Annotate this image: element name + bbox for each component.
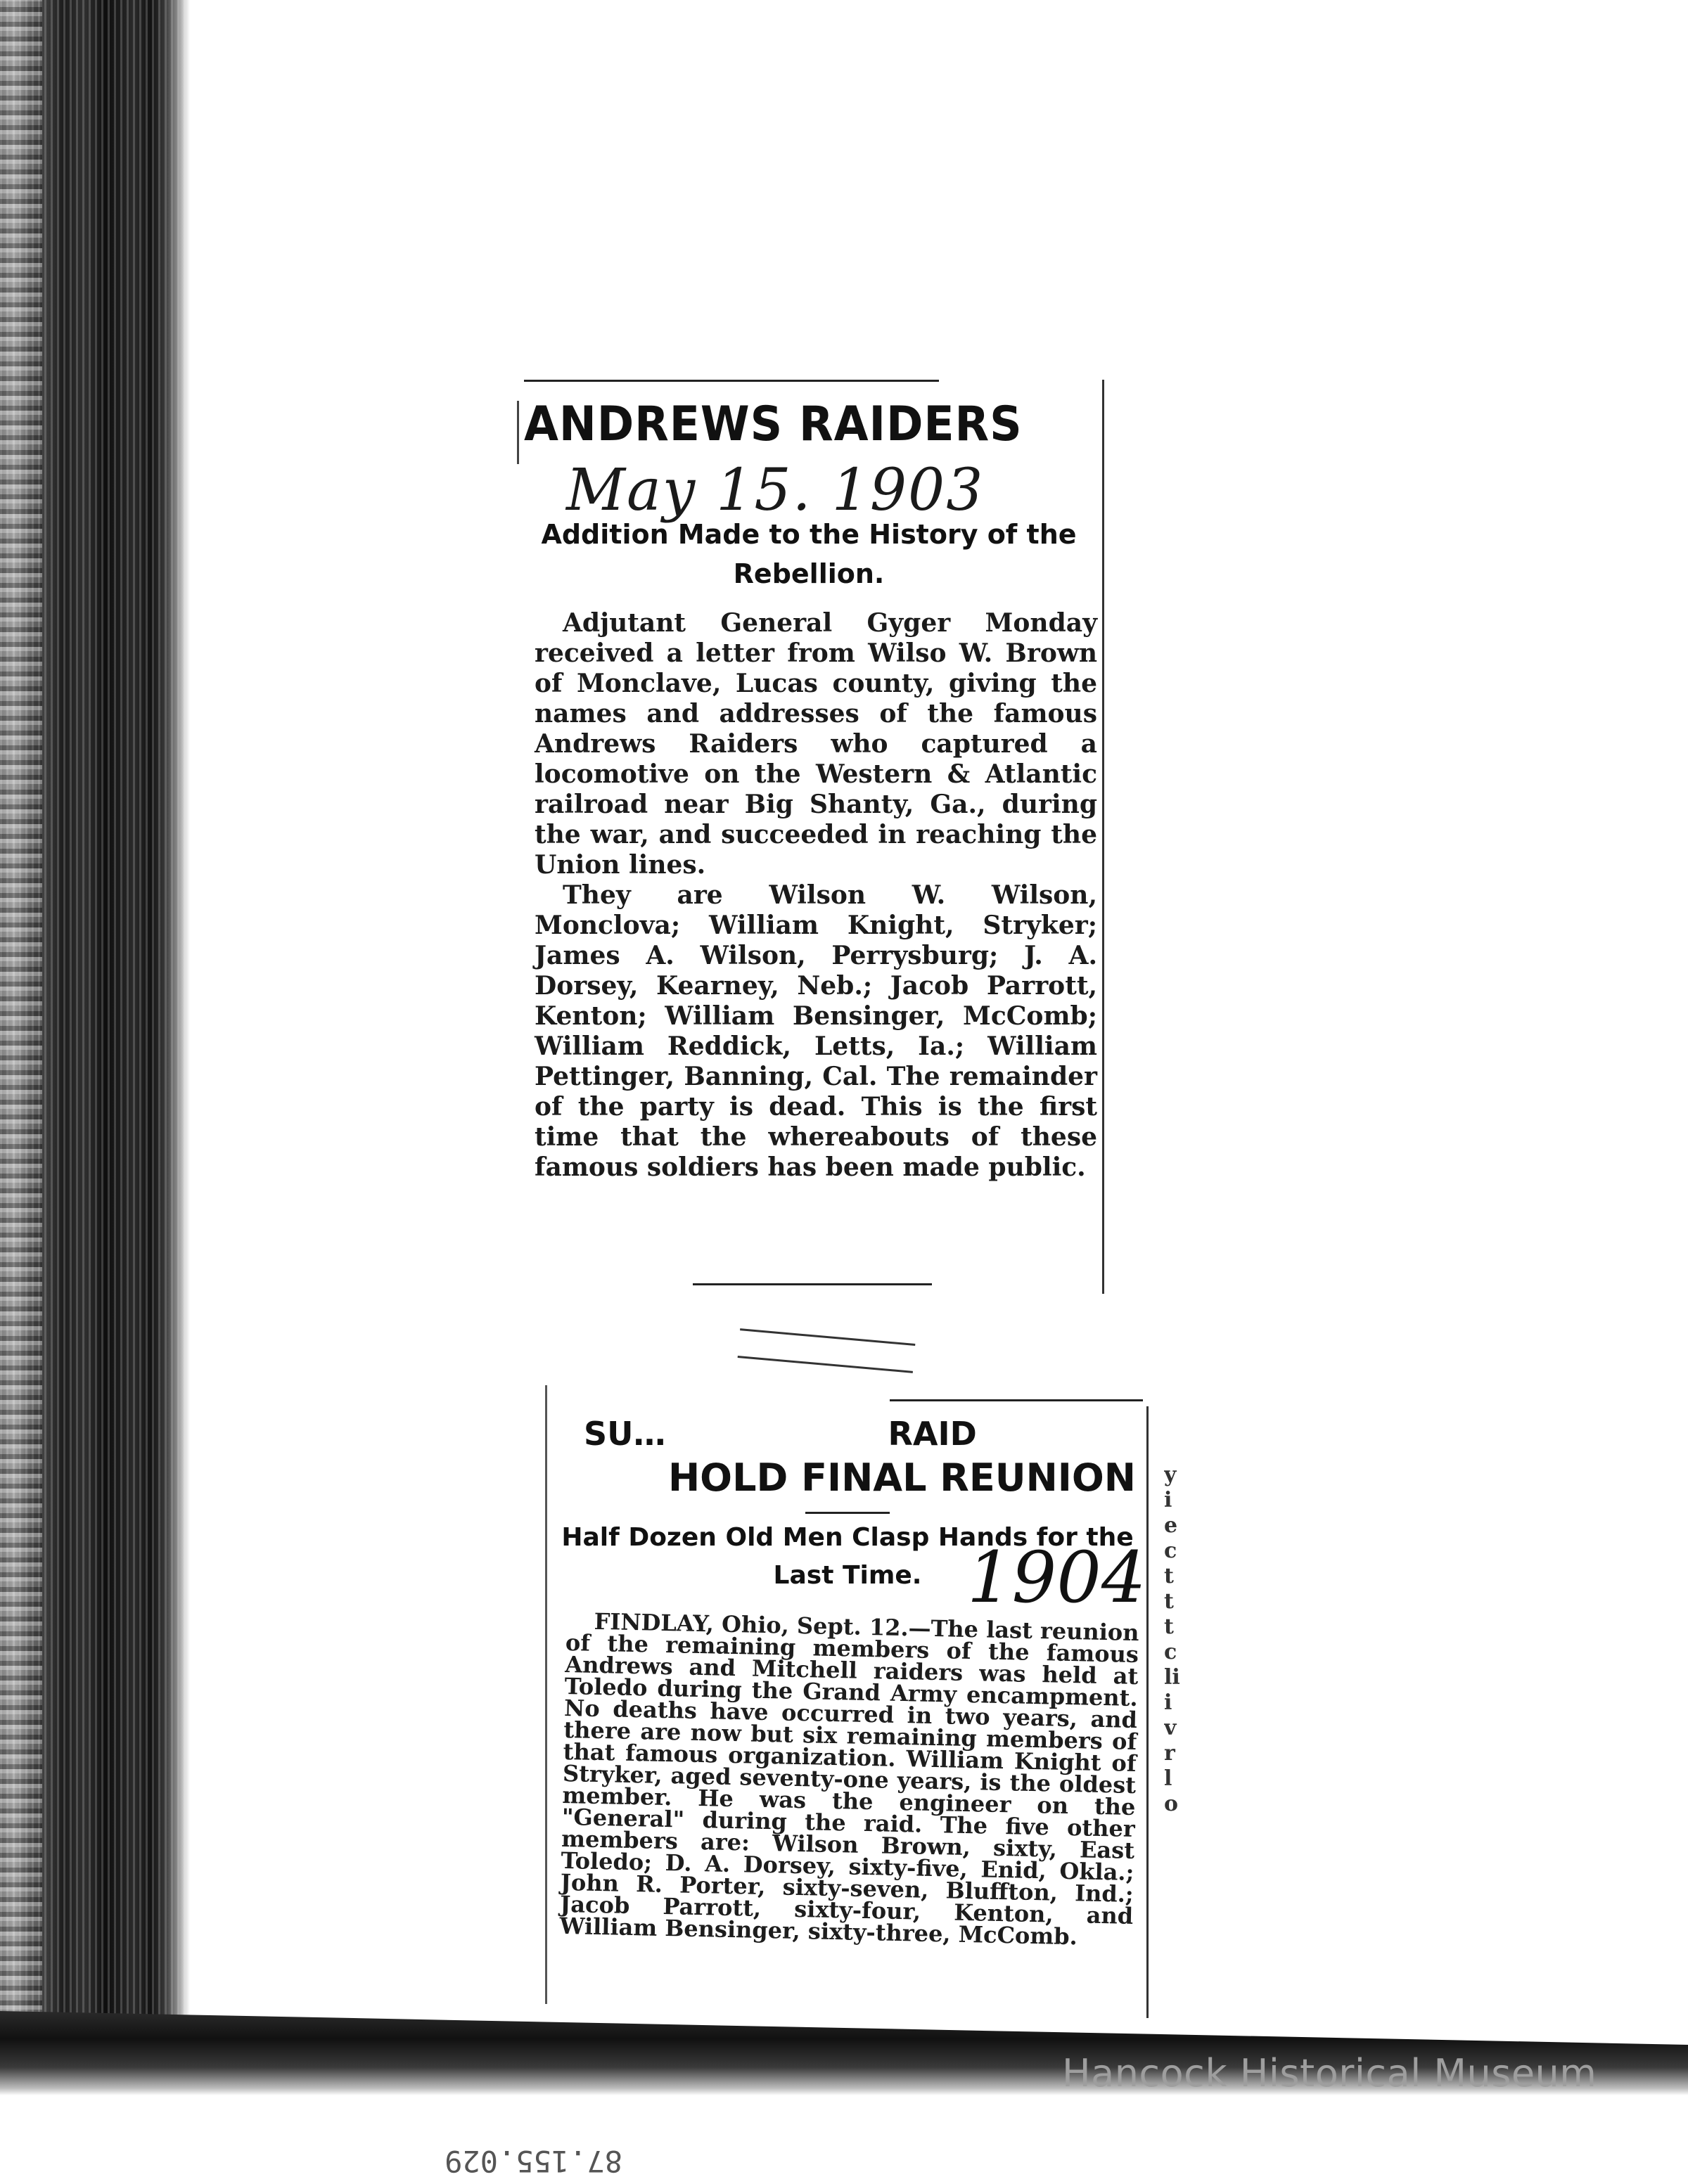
handwritten-year: 1904 [967,1536,1146,1619]
clipping-andrews-raiders [524,380,1101,1294]
article-body [558,1607,1139,2037]
ornamental-rule [738,1328,916,1373]
article-paragraph: Adjutant General Gyger Monday received a letter from Wilso W. Brown of Monclave, Lucas county, giving the names and addresses of the famous Andrews Raiders who captured a locomotive on the Western & Atlantic railroad near Big Shanty, Ga., during the war, and succeeded in reaching the Union lines. [535,608,1097,880]
headline-rule [805,1512,890,1514]
column-rule [1102,380,1104,1294]
adjacent-clipping-edge: yiectttcliivrlo [1164,1463,1180,1816]
headline-line-1: SU… RAID [584,1415,977,1453]
article-paragraph: FINDLAY, Ohio, Sept. 12.—The last reunion of the remaining members of the famous Andrews and Mitchell raiders was held at Toledo during the Grand Army encampment. No deaths have occurred in two years, and there are now but six remaining members of that famous organization. William Knight of Stryker, aged seventy-one years, is the oldest member. He was the engineer on the "General" during the raid. The five other members are: Wilson Brown, sixty, East Toledo; D. A. Dorsey, sixty-five, Enid, Okla.; John R. Porter, sixty-seven, Bluffton, Ind.; Jacob Parrott, sixty-four, Kenton, and William Bensinger, sixty-three, McComb. [559,1607,1139,1951]
article-paragraph: They are Wilson W. Wilson, Monclova; William Knight, Stryker; James A. Wilson, Perrysburg; J. A. Dorsey, Kearney, Neb.; Jacob Parrott, Kenton; William Bensinger, McComb; William Reddick, Letts, Ia.; William Pettinger, Banning, Cal. The remainder of the party is dead. This is the first time that the whereabouts of these famous soldiers has been made public. [535,880,1097,1182]
subheadline: Half Dozen Old Men Clasp Hands for the Last Time. [561,1523,1134,1590]
binding-texture [0,0,42,2039]
headline-line-2: HOLD FINAL REUNION [667,1456,1136,1500]
clipping-end-rule [693,1283,932,1285]
clipping-top-rule [890,1399,1143,1401]
clipping-left-rule [545,1385,547,2004]
headline: ANDREWS RAIDERS [524,397,1023,452]
article-body [535,608,1097,1283]
museum-watermark: Hancock Historical Museum [1062,2051,1597,2095]
clipping-left-rule [517,401,519,464]
subheadline: Addition Made to the History of the Rebellion. [541,519,1077,589]
accession-number: 87.155.029 [445,2144,622,2178]
clipping-final-reunion [552,1385,1157,2039]
clipping-top-rule [524,380,939,382]
column-rule [1146,1406,1149,2018]
handwritten-date: May 15. 1903 [566,457,985,524]
